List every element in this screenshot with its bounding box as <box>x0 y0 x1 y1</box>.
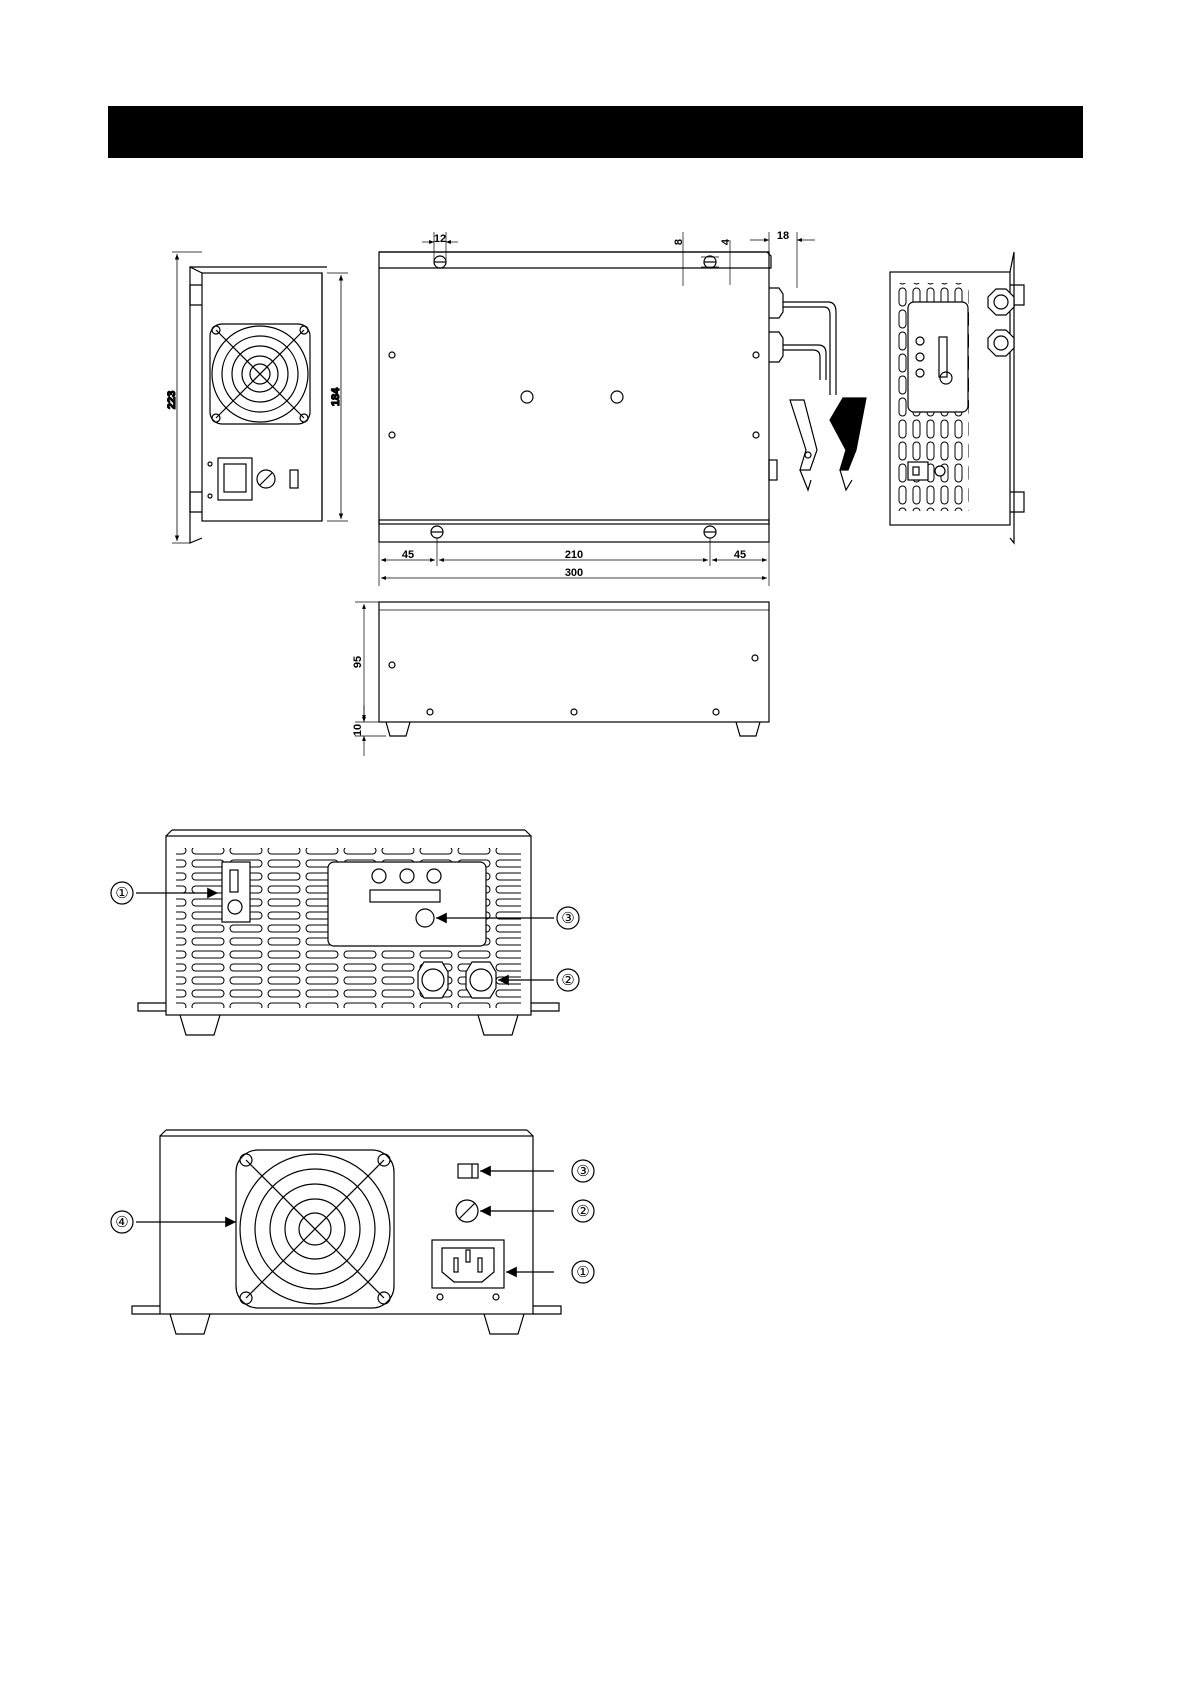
dim-label-hole-right: 45 <box>733 549 747 561</box>
rear-panel-callouts <box>111 1160 594 1283</box>
dim-label-hole-spacing: 210 <box>564 549 584 561</box>
rear-callout-1: ① <box>576 1264 590 1281</box>
dim-label-height-inner: 184 <box>330 387 342 407</box>
dim-label-cable-offset: 18 <box>776 230 790 242</box>
dim-label-slot-width: 12 <box>433 233 447 245</box>
dim-label-slot-offset: 8 <box>673 238 685 246</box>
dim-slot-offset <box>673 232 732 286</box>
front-callout-2: ② <box>561 972 575 989</box>
rear-callout-3: ③ <box>576 1163 590 1180</box>
dim-label-length-overall: 300 <box>564 567 584 579</box>
top-view <box>379 252 866 542</box>
rear-end-view <box>190 267 327 543</box>
dim-height-inner <box>327 273 348 521</box>
dim-side-heights <box>352 602 386 756</box>
rear-callout-4: ④ <box>115 1214 129 1231</box>
dim-label-slot-height: 4 <box>720 238 732 246</box>
dim-label-foot-height: 10 <box>352 723 364 737</box>
rear-callout-2: ② <box>576 1203 590 1220</box>
side-view <box>379 602 769 736</box>
dim-label-hole-left: 45 <box>401 549 415 561</box>
dim-cable-offset <box>750 230 815 288</box>
dim-height-overall <box>166 252 202 543</box>
front-panel-view <box>138 830 559 1035</box>
rear-panel-view <box>132 1130 561 1334</box>
front-callout-3: ③ <box>561 910 575 927</box>
dim-slot-width <box>422 232 458 262</box>
dim-label-body-height: 95 <box>352 655 364 669</box>
front-end-view <box>890 252 1024 543</box>
dim-label-height-overall: 223 <box>166 390 178 410</box>
dim-length <box>379 538 769 586</box>
front-callout-1: ① <box>115 885 129 902</box>
